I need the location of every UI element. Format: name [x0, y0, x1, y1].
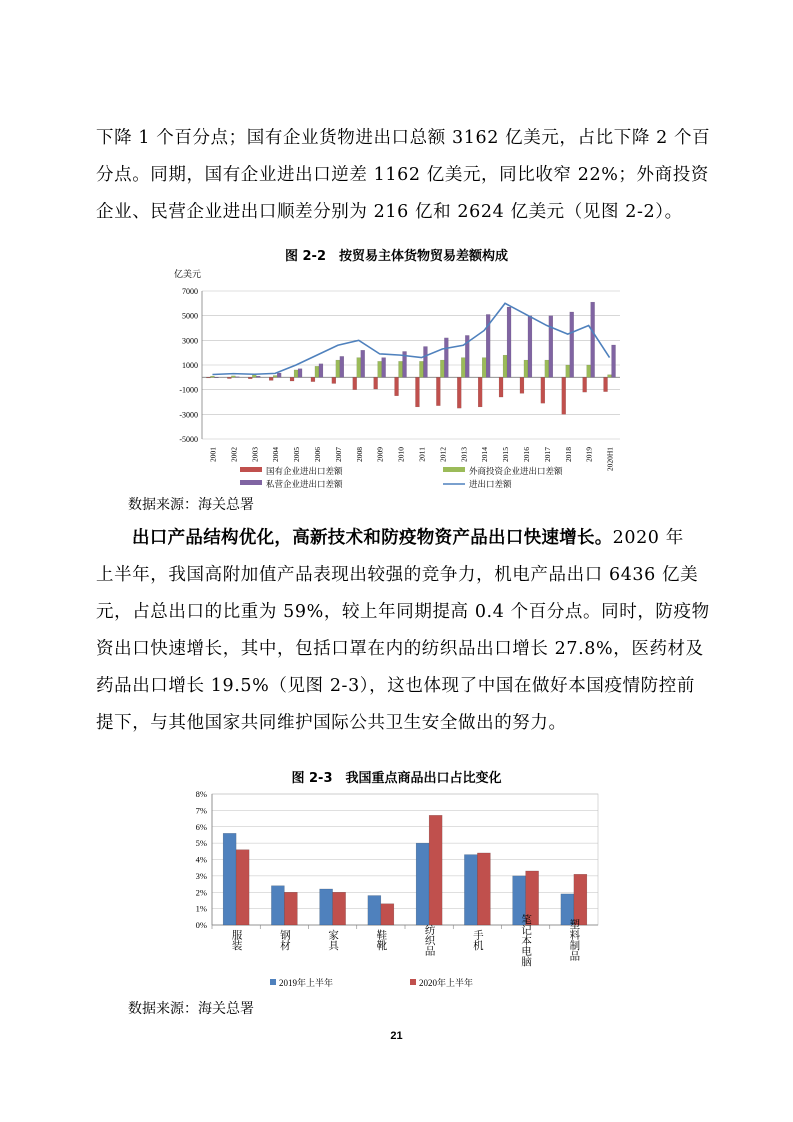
bar — [273, 375, 277, 377]
legend-swatch — [240, 480, 262, 485]
bar — [256, 376, 260, 377]
bar — [528, 316, 532, 378]
export-share-chart — [170, 786, 610, 996]
y-tick-label: 0% — [195, 920, 207, 930]
y-tick-label: 7000 — [182, 287, 198, 296]
x-tick-label: 2013 — [459, 447, 469, 462]
bar — [378, 361, 382, 377]
bar — [524, 360, 528, 377]
x-tick-label: 2007 — [333, 447, 343, 462]
bar — [311, 377, 315, 381]
bar — [381, 904, 394, 925]
bar — [541, 377, 545, 403]
legend-swatch — [443, 467, 465, 472]
x-tick-label: 纺织品 — [423, 924, 435, 956]
y-tick-label: -5000 — [179, 435, 198, 444]
bar — [320, 889, 333, 925]
legend-swatch — [270, 979, 276, 985]
text-line — [96, 520, 696, 557]
bar — [499, 377, 503, 397]
bar — [353, 377, 357, 389]
y-axis-unit-label: 亿美元 — [174, 269, 202, 279]
y-tick-label: 3000 — [182, 336, 198, 346]
bar — [583, 377, 587, 392]
bar — [382, 358, 386, 378]
bar — [482, 358, 486, 378]
bar — [444, 338, 448, 377]
bar — [319, 364, 323, 378]
bar — [574, 874, 587, 925]
bar — [252, 375, 256, 377]
intro-paragraph — [96, 120, 711, 231]
x-tick-label: 2012 — [438, 447, 448, 462]
x-tick-label: 服装 — [230, 929, 242, 951]
bar — [436, 377, 440, 405]
bar — [298, 369, 302, 378]
y-tick-label: 1000 — [182, 361, 198, 370]
x-tick-label: 2014 — [480, 447, 490, 462]
x-tick-label: 2017 — [542, 447, 552, 462]
bar — [457, 377, 461, 408]
bar — [361, 350, 365, 377]
bar — [612, 345, 616, 377]
bar — [562, 377, 566, 414]
x-tick-label: 钢材 — [278, 929, 290, 951]
bar — [357, 358, 361, 378]
figure-2-2-caption: 图 2-2 按贸易主体货物贸易差额构成 — [284, 249, 508, 264]
x-tick-label: 2008 — [354, 447, 364, 462]
bold-lead: 出口产品结构优化，高新技术和防疫物资产品出口快速增长。 — [132, 528, 613, 548]
x-tick-label: 2009 — [375, 447, 385, 462]
y-tick-label: 4% — [195, 854, 207, 865]
bar — [429, 815, 442, 925]
figure-2-3-source: 数据来源：海关总署 — [128, 1001, 254, 1017]
legend-label: 国有企业进出口差额 — [266, 466, 343, 476]
bar — [507, 307, 511, 377]
x-tick-label: 2019 — [584, 447, 594, 462]
bar — [223, 833, 236, 925]
y-tick-label: 5% — [195, 838, 207, 849]
bar — [416, 843, 429, 925]
y-tick-label: 7% — [195, 805, 207, 816]
legend-swatch — [240, 467, 262, 472]
bar — [277, 373, 281, 377]
bar — [395, 377, 399, 396]
bar — [477, 853, 490, 925]
y-tick-label: 1% — [195, 903, 207, 914]
legend-label: 进出口差额 — [469, 479, 512, 489]
bar — [464, 855, 477, 925]
x-tick-label: 2003 — [250, 447, 260, 462]
x-tick-label: 2006 — [312, 447, 322, 462]
bar — [336, 360, 340, 377]
bar — [399, 361, 403, 377]
bar — [419, 361, 423, 377]
bar — [340, 356, 344, 377]
bar — [423, 347, 427, 378]
bar — [591, 302, 595, 377]
y-tick-label: 8% — [195, 789, 207, 799]
bar — [461, 358, 465, 378]
trade-balance-chart — [160, 262, 630, 494]
x-tick-label: 2016 — [521, 447, 531, 462]
y-tick-label: -3000 — [179, 410, 198, 420]
text-line: 上半年，我国高附加值产品表现出较强的竞争力，机电产品出口 6436 亿美 — [96, 565, 699, 585]
x-tick-label: 2004 — [271, 447, 281, 462]
bar — [545, 360, 549, 377]
legend-label: 2019年上半年 — [279, 978, 334, 988]
figure-2-3-caption: 图 2-3 我国重点商品出口占比变化 — [291, 771, 502, 786]
bar — [248, 377, 252, 378]
x-tick-label: 2020H1 — [605, 447, 615, 472]
x-tick-label: 2001 — [208, 447, 218, 462]
bar — [214, 377, 218, 378]
y-tick-label: 2% — [195, 887, 207, 898]
y-tick-label: -1000 — [179, 385, 198, 395]
bar — [269, 377, 273, 380]
bar — [284, 892, 297, 925]
bar — [332, 377, 336, 383]
x-tick-label: 塑料制品 — [568, 919, 580, 961]
bar — [333, 892, 346, 925]
export-paragraph — [96, 520, 710, 742]
figure-2-2-source: 数据来源：海关总署 — [128, 497, 254, 513]
bar — [227, 377, 231, 378]
bar — [290, 377, 294, 381]
legend-label: 私营企业进出口差额 — [266, 479, 343, 489]
text-line: 企业、民营企业进出口顺差分别为 216 亿和 2624 亿美元（见图 2-2）。 — [96, 202, 683, 222]
y-tick-label: 6% — [195, 821, 207, 832]
bar — [368, 896, 381, 925]
text-line: 分点。同期，国有企业进出口逆差 1162 亿美元，同比收窄 22%；外商投资 — [96, 165, 709, 185]
legend-swatch — [410, 979, 416, 985]
bar — [236, 850, 249, 925]
text-line: 元，占总出口的比重为 59%，较上年同期提高 0.4 个百分点。同时，防疫物 — [96, 602, 710, 622]
bar — [478, 377, 482, 407]
bar — [210, 376, 214, 377]
bar — [503, 355, 507, 377]
bar — [440, 360, 444, 377]
x-tick-label: 2005 — [292, 447, 302, 462]
bar — [520, 377, 524, 393]
text-line: 资出口快速增长，其中，包括口罩在内的纺织品出口增长 27.8%，医药材及 — [96, 639, 704, 659]
bar — [587, 365, 591, 377]
bar — [566, 365, 570, 377]
x-tick-label: 手机 — [471, 929, 483, 951]
x-tick-label: 鞋靴 — [375, 929, 387, 951]
x-tick-label: 笔记本电脑 — [520, 913, 532, 967]
bar — [315, 366, 319, 377]
page-number: 21 — [390, 1030, 403, 1042]
x-tick-label: 2002 — [229, 447, 239, 462]
bar — [231, 376, 235, 377]
lead-rest: 2020 年 — [612, 528, 684, 548]
legend-label: 外商投资企业进出口差额 — [469, 466, 563, 476]
bar — [608, 375, 612, 378]
x-tick-label: 2015 — [501, 447, 511, 462]
text-line: 提下，与其他国家共同维护国际公共卫生安全做出的努力。 — [96, 713, 567, 733]
text-line: 药品出口增长 19.5%（见图 2-3），这也体现了中国在做好本国疫情防控前 — [96, 676, 695, 696]
bar — [415, 377, 419, 407]
bar — [570, 312, 574, 377]
bar — [206, 377, 210, 378]
x-tick-label: 家具 — [327, 929, 339, 951]
x-tick-label: 2010 — [396, 447, 406, 462]
x-tick-label: 2018 — [563, 447, 573, 462]
y-tick-label: 5000 — [182, 311, 198, 321]
bar — [271, 886, 284, 925]
bar — [294, 370, 298, 377]
bar — [604, 377, 608, 391]
legend-label: 2020年上半年 — [419, 978, 474, 988]
bar — [549, 316, 553, 378]
bar — [235, 377, 239, 378]
text-line: 下降 1 个百分点；国有企业货物进出口总额 3162 亿美元，占比下降 2 个百 — [96, 128, 711, 148]
y-tick-label: 3% — [195, 870, 207, 881]
x-tick-label: 2011 — [417, 447, 427, 462]
bar — [374, 377, 378, 389]
